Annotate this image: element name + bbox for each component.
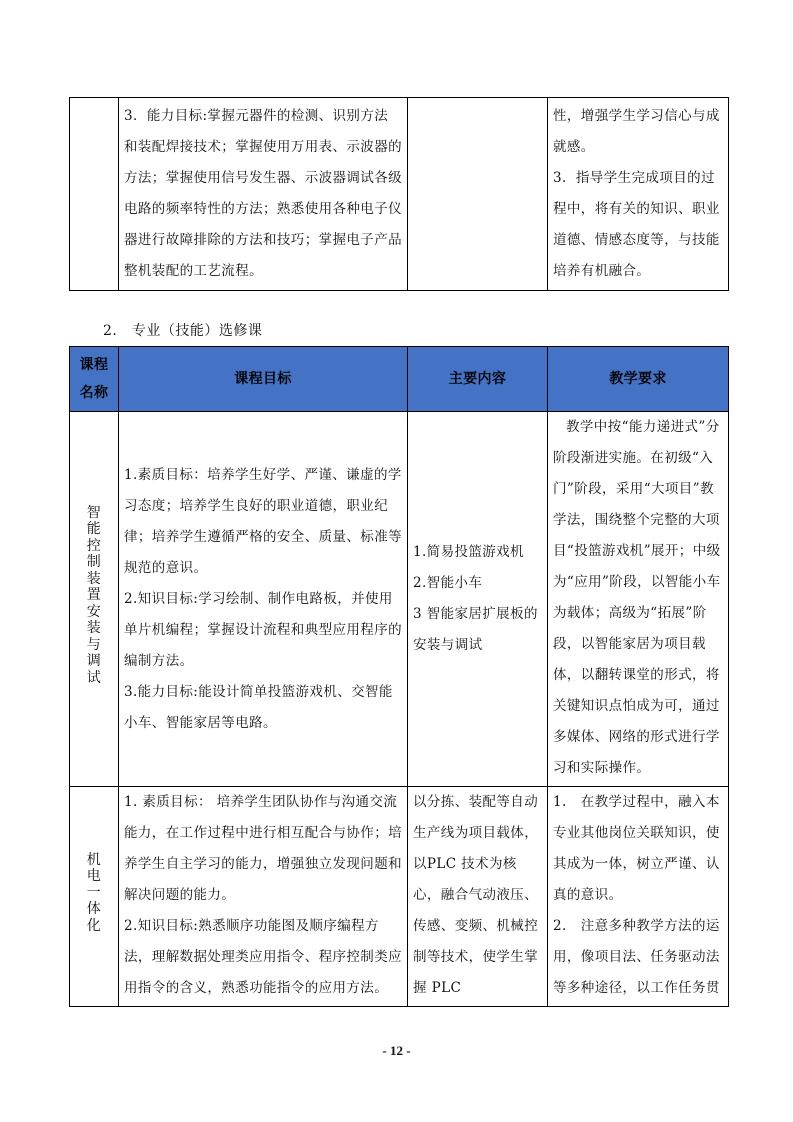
table-header-row	[70, 347, 729, 412]
page-number: - 12 -	[382, 1043, 411, 1058]
elective-course-table	[69, 346, 729, 1007]
table-row	[70, 98, 729, 291]
header-main-content: 主要内容	[408, 347, 548, 412]
teaching-requirement-cell: 教学中按“能力递进式”分阶段渐进实施。在初级“入门”阶段，采用“大项目”教学法，围绕整个完整的大项目“投篮游戏机”展开；中级为“应用”阶段，以智能小车为载体；高级为“拓展”阶段，以智能家居为项目载体，以翻转课堂的形式，将关键知识点怕成为可，通过多媒体、网络的形式进行学习和实际操作。	[548, 412, 729, 787]
course-name-cell	[70, 412, 119, 787]
course-name-cell	[70, 787, 119, 1007]
header-course-name-label: 课程名称	[79, 357, 109, 401]
teaching-requirement-cell: 性，增强学生学习信心与成就感。 3．指导学生完成项目的过程中，将有关的知识、职业道德、情感态度等，与技能培养有机融合。	[548, 98, 729, 291]
main-content-cell: 1.简易投篮游戏机 2.智能小车 3 智能家居扩展板的安装与调试	[408, 412, 548, 787]
main-content-cell: 以分拣、装配等自动生产线为项目载体，以PLC 技术为核心，融合气动液压、传感、变频、机械控制等技术，使学生掌握 PLC	[408, 787, 548, 1007]
course-name: 智能控制装置安装与调试	[86, 504, 102, 686]
table-row	[70, 412, 729, 787]
section-heading: 2． 专业（技能）选修课	[103, 323, 263, 339]
table-row	[70, 787, 729, 1007]
course-name-cell	[70, 98, 119, 291]
course-name: 机电一体化	[86, 851, 102, 934]
main-content-cell	[408, 98, 548, 291]
continued-course-table	[69, 97, 729, 291]
teaching-requirement-cell: 1. 在教学过程中，融入本专业其他岗位关联知识，使其成为一体，树立严谨、认真的意识。 2. 注意多种教学方法的运用，像项目法、任务驱动法等多种途径，以工作任务贯	[548, 787, 729, 1007]
course-goal-cell: 1. 素质目标： 培养学生团队协作与沟通交流能力，在工作过程中进行相互配合与协作；培养学生自主学习的能力，增强独立发现问题和解决问题的能力。 2.知识目标:熟悉顺序功能图及顺序编程方法，理解数据处理类应用指令、程序控制类应用指令的含义，熟悉功能指令的应用方法。	[119, 787, 408, 1007]
course-goal-cell: 1.素质目标：培养学生好学、严谨、谦虚的学习态度；培养学生良好的职业道德，职业纪律；培养学生遵循严格的安全、质量、标准等规范的意识。 2.知识目标:学习绘制、制作电路板，并使用单片机编程；掌握设计流程和典型应用程序的编制方法。 3.能力目标:能设计简单投篮游戏机、交智能小车、智能家居等电路。	[119, 412, 408, 787]
course-goal-cell: 3．能力目标:掌握元器件的检测、识别方法和装配焊接技术；掌握使用万用表、示波器的方法；掌握使用信号发生器、示波器调试各级电路的频率特性的方法；熟悉使用各种电子仪器进行故障排除的方法和技巧；掌握电子产品整机装配的工艺流程。	[119, 98, 408, 291]
header-teaching-requirement: 教学要求	[548, 347, 729, 412]
header-course-goal: 课程目标	[119, 347, 408, 412]
header-course-name	[70, 347, 119, 412]
